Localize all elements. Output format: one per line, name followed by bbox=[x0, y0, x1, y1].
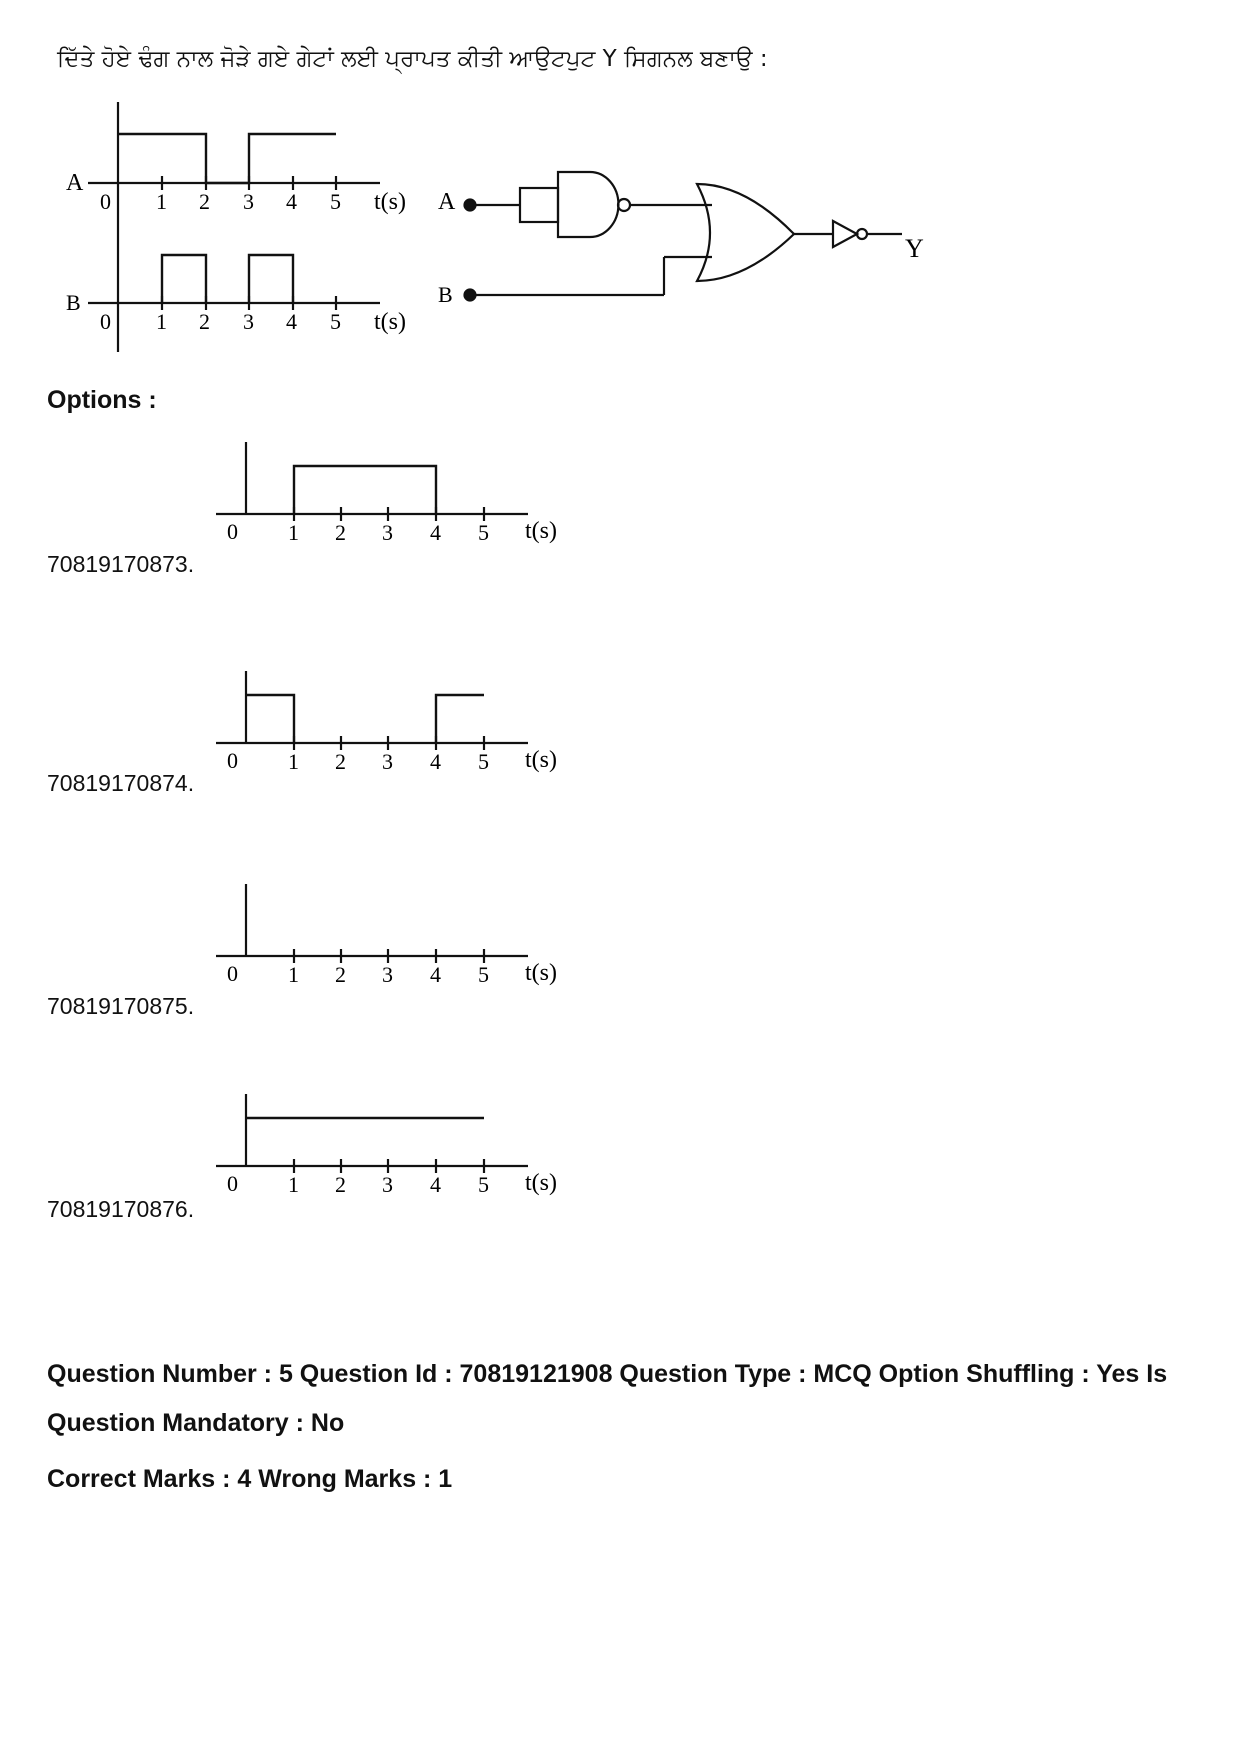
option-time-label: t(s) bbox=[525, 747, 557, 773]
question-text: ਦਿੱਤੇ ਹੋਏ ਢੰਗ ਨਾਲ ਜੋੜੇ ਗਏ ਗੇਟਾਂ ਲਈ ਪ੍ਰਾਪਤ ਕੀਤੀ ਆਉਟਪੁਟ Y ਸਿਗਨਲ ਬਣਾਉ : bbox=[57, 46, 768, 72]
question-figure bbox=[0, 0, 1240, 360]
option-tick: 2 bbox=[335, 1172, 346, 1197]
option-tick: 2 bbox=[335, 962, 346, 987]
option-tick: 2 bbox=[335, 520, 346, 545]
b-tick-label: 5 bbox=[330, 309, 341, 334]
option-origin: 0 bbox=[227, 1171, 238, 1196]
option-tick: 4 bbox=[430, 1172, 441, 1197]
option-3-graph[interactable] bbox=[210, 880, 570, 990]
a-tick-label: 5 bbox=[330, 189, 341, 214]
option-tick: 5 bbox=[478, 962, 489, 987]
option-tick: 1 bbox=[288, 749, 299, 774]
option-4-id[interactable]: 70819170876. bbox=[47, 1196, 195, 1222]
option-origin: 0 bbox=[227, 748, 238, 773]
option-tick: 5 bbox=[478, 749, 489, 774]
option-tick: 2 bbox=[335, 749, 346, 774]
b-time-label: t(s) bbox=[374, 309, 406, 335]
option-time-label: t(s) bbox=[525, 960, 557, 986]
a-tick-label: 3 bbox=[243, 189, 254, 214]
a-tick-label: 4 bbox=[286, 189, 297, 214]
b-tick-label: 2 bbox=[199, 309, 210, 334]
question-meta-line2: Question Mandatory : No bbox=[47, 1409, 345, 1437]
signal-a-waveform bbox=[118, 134, 336, 183]
logic-circuit bbox=[465, 172, 903, 301]
option-tick: 4 bbox=[430, 962, 441, 987]
signal-b-waveform bbox=[162, 255, 293, 303]
b-tick-label: 4 bbox=[286, 309, 297, 334]
option-2-waveform bbox=[246, 695, 484, 743]
option-1-waveform bbox=[294, 466, 436, 514]
option-tick: 4 bbox=[430, 520, 441, 545]
option-tick: 1 bbox=[288, 962, 299, 987]
option-time-label: t(s) bbox=[525, 1170, 557, 1196]
signal-b-label: B bbox=[66, 290, 81, 315]
option-tick: 3 bbox=[382, 962, 393, 987]
option-tick: 3 bbox=[382, 520, 393, 545]
circuit-input-b-label: B bbox=[438, 282, 453, 307]
a-tick-label: 2 bbox=[199, 189, 210, 214]
option-2-graph[interactable] bbox=[210, 667, 570, 777]
option-1-graph[interactable] bbox=[210, 438, 570, 548]
circuit-input-a-label: A bbox=[438, 189, 456, 215]
option-tick: 1 bbox=[288, 520, 299, 545]
a-tick-label: 1 bbox=[156, 189, 167, 214]
option-2-id[interactable]: 70819170874. bbox=[47, 770, 195, 796]
b-origin: 0 bbox=[100, 309, 111, 334]
option-time-label: t(s) bbox=[525, 518, 557, 544]
option-tick: 5 bbox=[478, 520, 489, 545]
option-tick: 5 bbox=[478, 1172, 489, 1197]
option-1-id[interactable]: 70819170873. bbox=[47, 551, 195, 577]
b-tick-label: 1 bbox=[156, 309, 167, 334]
option-tick: 4 bbox=[430, 749, 441, 774]
options-label: Options : bbox=[47, 386, 157, 414]
a-time-label: t(s) bbox=[374, 189, 406, 215]
a-origin: 0 bbox=[100, 189, 111, 214]
option-tick: 3 bbox=[382, 749, 393, 774]
option-origin: 0 bbox=[227, 519, 238, 544]
signal-a-label: A bbox=[66, 170, 84, 196]
option-origin: 0 bbox=[227, 961, 238, 986]
option-tick: 1 bbox=[288, 1172, 299, 1197]
circuit-output-label: Y bbox=[905, 234, 924, 263]
b-tick-label: 3 bbox=[243, 309, 254, 334]
option-3-id[interactable]: 70819170875. bbox=[47, 993, 195, 1019]
option-tick: 3 bbox=[382, 1172, 393, 1197]
question-meta-line1: Question Number : 5 Question Id : 70819121908 Question Type : MCQ Option Shuffling : Yes Is bbox=[47, 1360, 1168, 1388]
option-4-graph[interactable] bbox=[210, 1090, 570, 1200]
question-meta-line3: Correct Marks : 4 Wrong Marks : 1 bbox=[47, 1465, 453, 1493]
